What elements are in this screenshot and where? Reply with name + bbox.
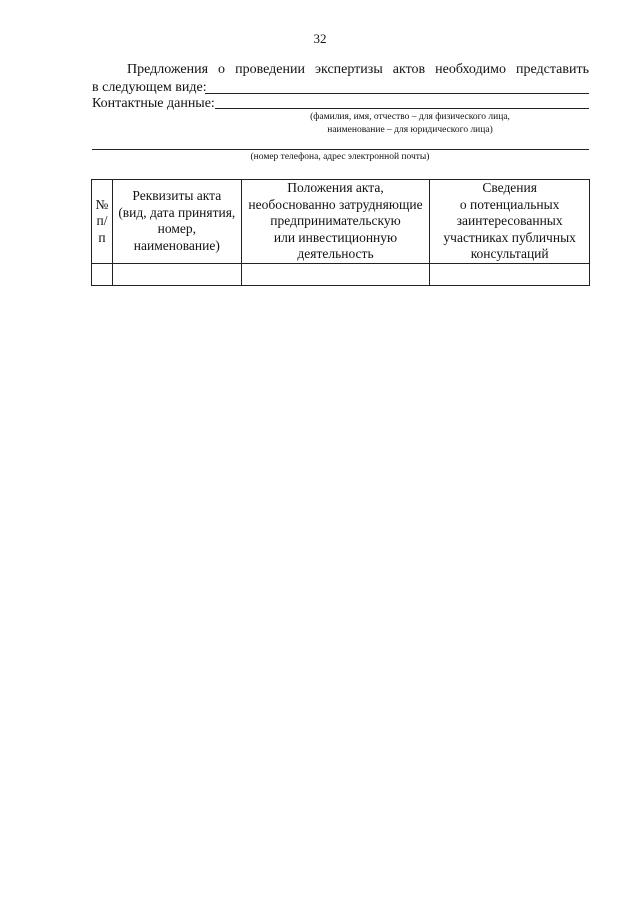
intro-text-line-1: Предложения о проведении экспертизы актов необходимо представить: [127, 62, 589, 77]
header-line: п: [98, 229, 106, 245]
table-header-row: [92, 180, 590, 264]
table-cell: [92, 263, 113, 285]
header-act-provisions: [241, 180, 430, 264]
header-line: заинтересованных: [456, 213, 563, 228]
acts-table: [91, 179, 590, 286]
header-line: или инвестиционную: [273, 229, 398, 245]
header-line: наименование): [133, 237, 220, 253]
header-line: Сведения: [482, 180, 537, 195]
contacts-fill-line: [215, 108, 589, 109]
header-line: п/: [96, 213, 108, 228]
header-line: о потенциальных: [459, 196, 560, 212]
contacts-label: Контактные данные:: [92, 96, 215, 111]
intro-fill-line: [205, 93, 589, 94]
header-line: (вид, дата принятия,: [118, 204, 236, 220]
contacts-note-name-1: (фамилия, имя, отчество – для физического лица,: [310, 112, 510, 122]
header-number: [92, 180, 113, 264]
header-line: деятельность: [297, 246, 374, 261]
header-act-details: [112, 180, 241, 264]
contacts-note-name-2: наименование – для юридического лица): [327, 125, 493, 135]
header-line: №: [95, 196, 109, 212]
header-line: предпринимательскую: [270, 213, 401, 228]
table-cell: [430, 263, 590, 285]
header-stakeholders: [430, 180, 590, 264]
contacts-note-phone: (номер телефона, адрес электронной почты): [250, 152, 430, 162]
header-line: номер,: [157, 221, 197, 237]
header-line: Положения акта,: [287, 180, 384, 195]
table-cell: [112, 263, 241, 285]
table-row: [92, 263, 590, 285]
phone-fill-line: [92, 149, 589, 150]
header-line: консультаций: [470, 246, 549, 261]
header-line: участниках публичных: [443, 229, 576, 245]
header-line: необоснованно затрудняющие: [248, 196, 423, 212]
page-number: 32: [313, 31, 327, 46]
table-cell: [241, 263, 430, 285]
intro-text-line-2: в следующем виде:: [92, 80, 207, 95]
header-line: Реквизиты акта: [132, 188, 222, 204]
